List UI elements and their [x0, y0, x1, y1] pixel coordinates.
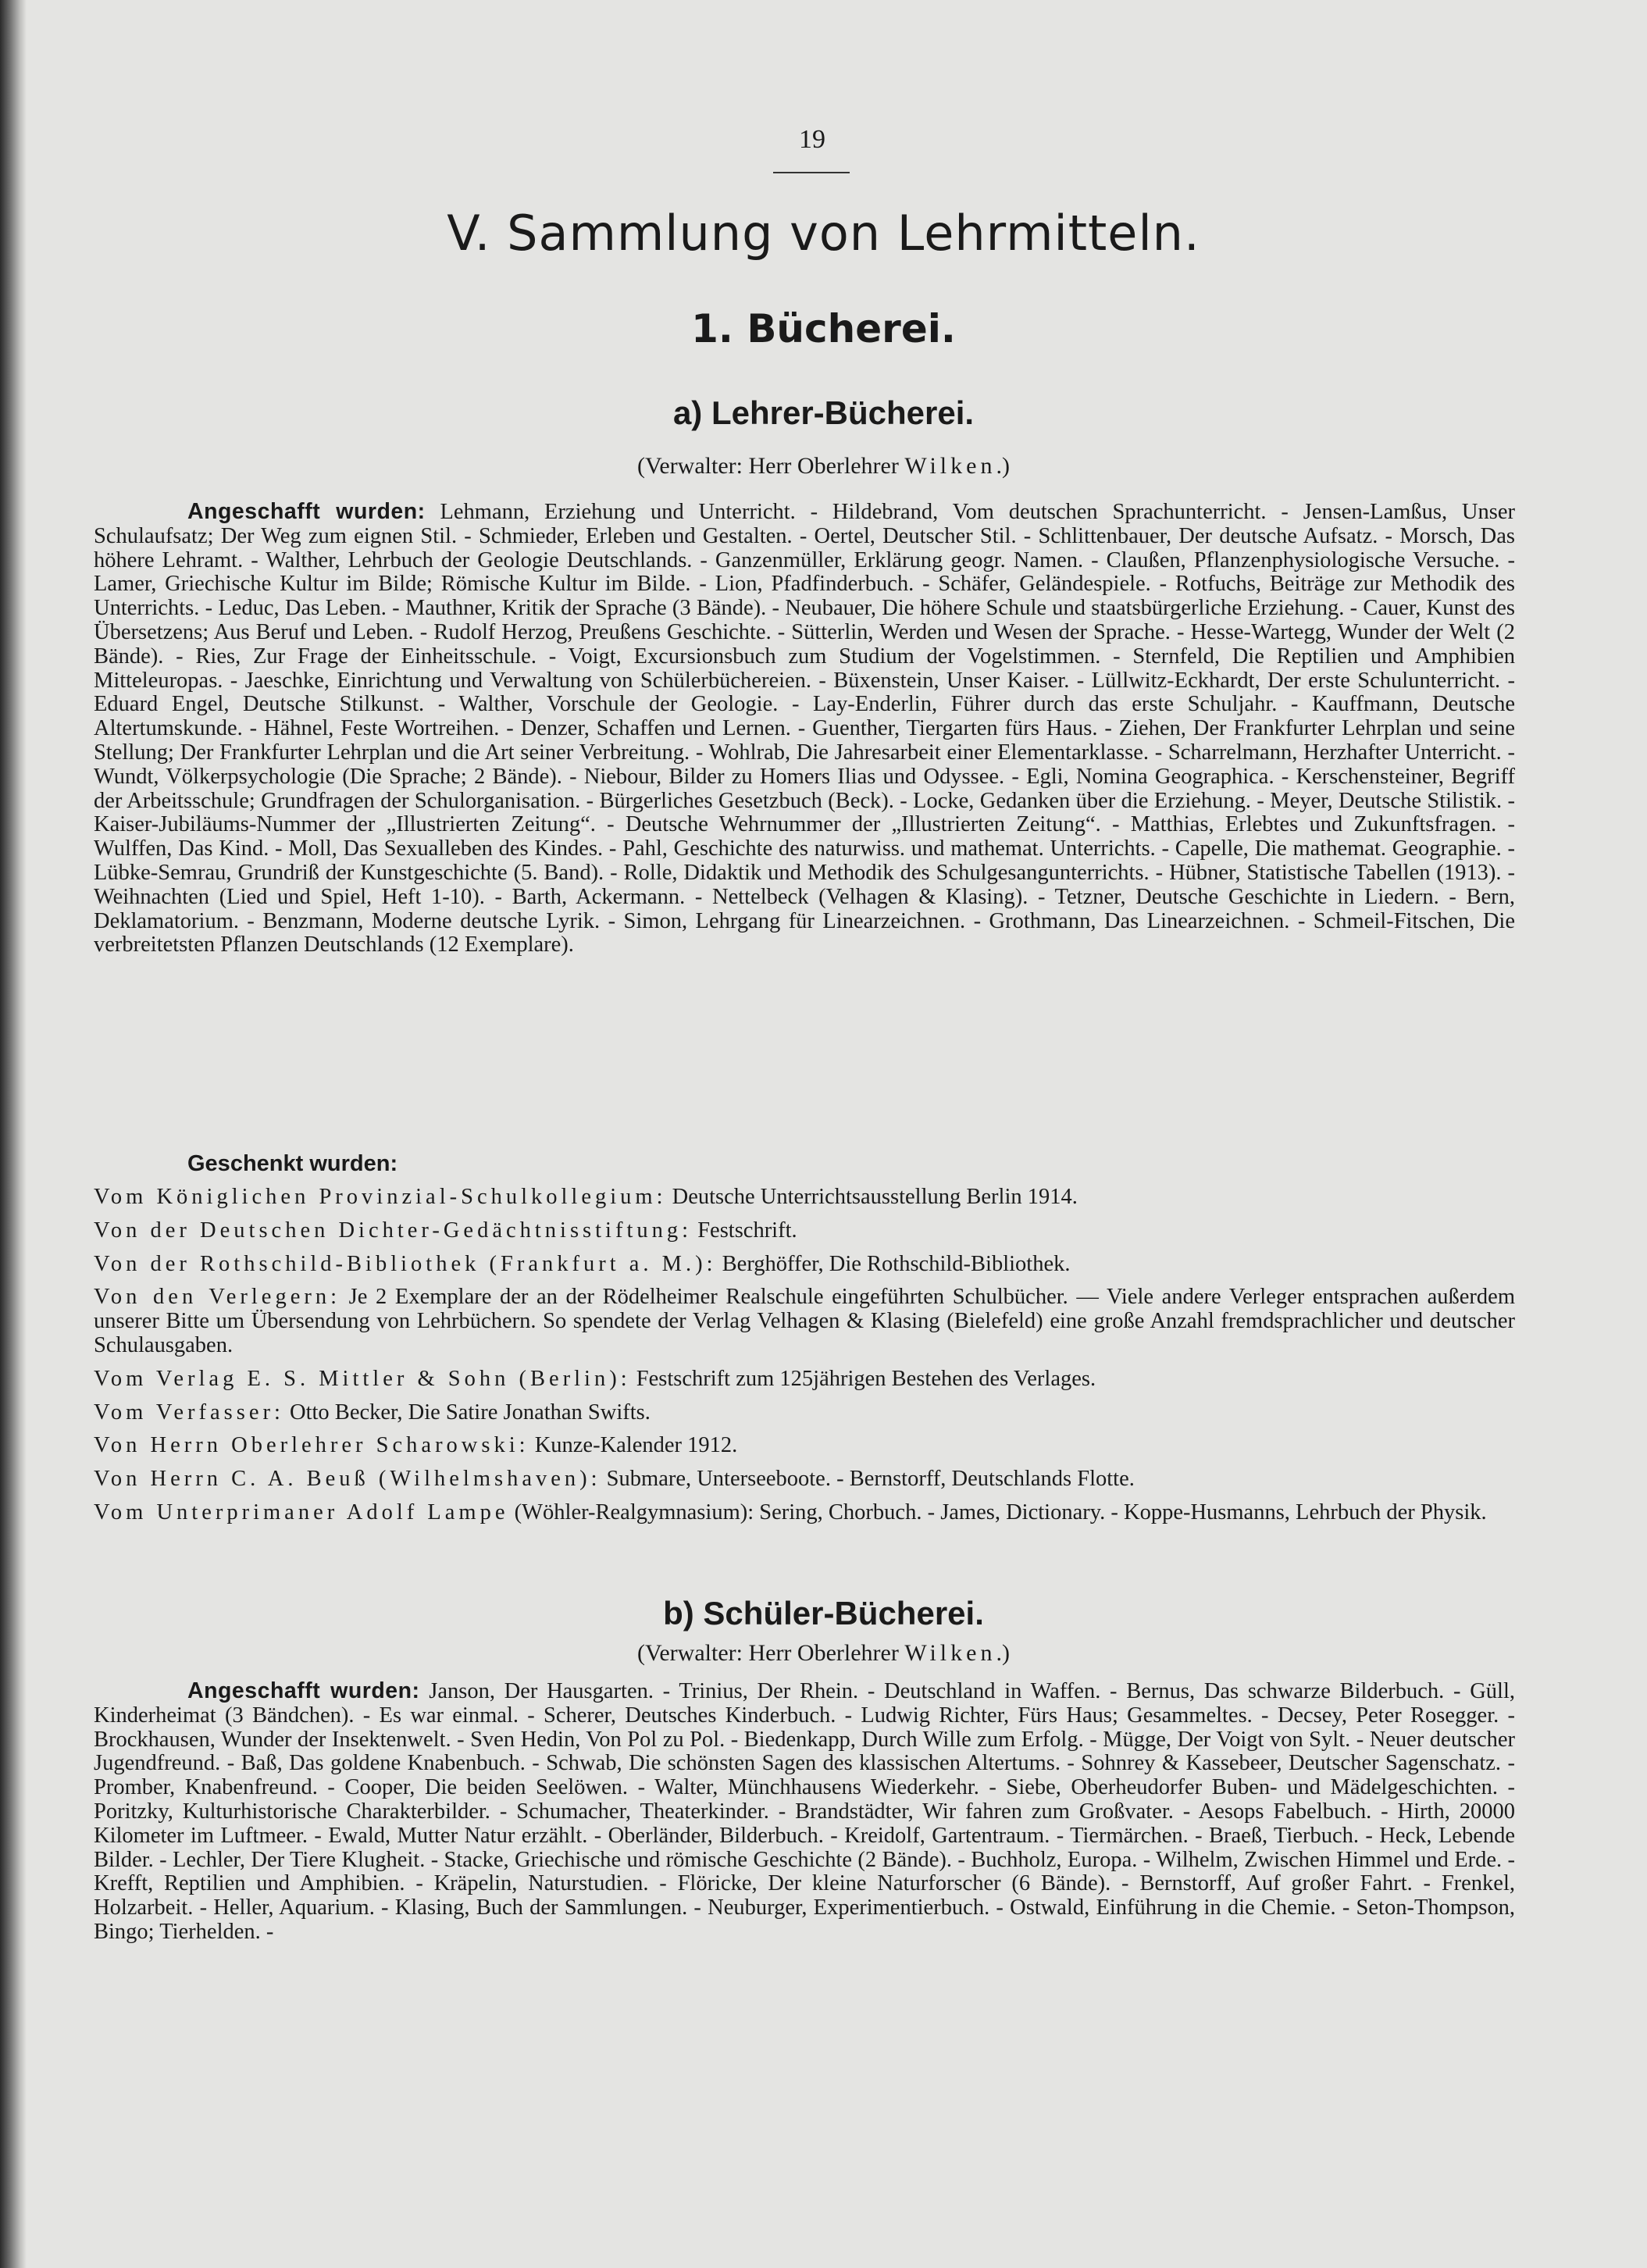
page-number: 19 — [799, 125, 825, 154]
donation-donor: Vom Königlichen Provinzial-Schulkollegium: — [94, 1185, 667, 1209]
donation-text: Deutsche Unterrichtsausstellung Berlin 1914. — [672, 1185, 1078, 1209]
donation-text: Festschrift. — [697, 1218, 797, 1243]
donation-item — [94, 1501, 1515, 1525]
donations-heading: Geschenkt wurden: — [187, 1151, 398, 1176]
donation-item — [94, 1467, 1515, 1492]
donation-donor: Vom Verlag E. S. Mittler & Sohn (Berlin): — [94, 1366, 631, 1391]
acquired-label: Angeschafft wurden: — [187, 499, 426, 524]
donation-text: Je 2 Exemplare der an der Rödelheimer Realschule eingeführten Schulbücher. — Viele andere Verleger entsprachen außerdem unserer Bitte um Übersendung von Lehrbüchern. So spendete der Verlag Velhagen & Klasing (Bielefeld) eine große Anzahl fremdsprachlicher und deutscher Schulausgaben. — [94, 1285, 1515, 1357]
donation-donor: Von der Rothschild-Bibliothek (Frankfurt a. M.): — [94, 1251, 717, 1276]
donation-item — [94, 1434, 1515, 1458]
donation-donor: Vom Verfasser: — [94, 1400, 284, 1425]
admin-prefix: (Verwalter: Herr Oberlehrer — [637, 453, 899, 479]
donation-donor: Von den Verlegern: — [94, 1285, 341, 1310]
donation-item — [94, 1186, 1515, 1210]
student-library-heading: b) Schüler-Bücherei. — [663, 1595, 984, 1631]
admin-suffix: .) — [996, 1640, 1010, 1666]
admin-suffix: .) — [996, 453, 1010, 479]
admin-name: Wilken — [904, 453, 996, 479]
donation-text: Kunze-Kalender 1912. — [534, 1433, 738, 1458]
chapter-title: V. Sammlung von Lehrmitteln. — [447, 205, 1200, 262]
donation-item — [94, 1219, 1515, 1243]
donation-donor: Von der Deutschen Dichter-Gedächtnisstiftung: — [94, 1218, 693, 1243]
acquired-text: Lehmann, Erziehung und Unterricht. - Hildebrand, Vom deutschen Sprachunterricht. - Jensen-Lamßus, Unser Schulaufsatz; Der Weg zum eignen Stil. - Schmieder, Erleben und Gestalten. - Oertel, Deutscher Stil. - Schlittenbauer, Der deutsche Aufsatz. - Morsch, Das höhere Lehramt. - Walther, Lehrbuch der Geologie Deutschlands. - Ganzenmüller, Erklärung geogr. Namen. - Claußen, Pflanzenphysiologische Versuche. - Lamer, Griechische Kultur im Bilde; Römische Kultur im Bilde. - Lion, Pfadfinderbuch. - Schäfer, Geländespiele. - Rotfuchs, Beiträge zur Methodik des Unterrichts. - Leduc, Das Leben. - Mauthner, Kritik der Sprache (3 Bände). - Neubauer, Die höhere Schule und staatsbürgerliche Erziehung. - Cauer, Kunst des Übersetzens; Aus Beruf und Leben. - Rudolf Herzog, Preußens Geschichte. - Sütterlin, Werden und Wesen der Sprache. - Hesse-Wartegg, Wunder der Welt (2 Bände). - Ries, Zur Frage der Einheitsschule. - Voigt, Excursionsbuch zum Studium der Vogelstimmen. - Sternfeld, Die Reptilien und Amphibien Mitteleuropas. - Jaeschke, Einrichtung und Verwaltung von Schülerbüchereien. - Büxenstein, Unser Kaiser. - Lüllwitz-Eckhardt, Der erste Schulunterricht. - Eduard Engel, Deutsche Stilkunst. - Walther, Vorschule der Geologie. - Lay-Enderlin, Führer durch das erste Schuljahr. - Kauffmann, Deutsche Altertumskunde. - Hähnel, Feste Wortreihen. - Denzer, Schaffen und Lernen. - Guenther, Tiergarten fürs Haus. - Ziehen, Der Frankfurter Lehrplan und seine Stellung; Der Frankfurter Lehrplan und die Art seiner Verbreitung. - Wohlrab, Die Jahresarbeit einer Elementarklasse. - Scharrelmann, Herzhafter Unterricht. - Wundt, Völkerpsychologie (Die Sprache; 2 Bände). - Niebour, Bilder zu Homers Ilias und Odyssee. - Egli, Nomina Geographica. - Kerschensteiner, Begriff der Arbeitsschule; Grundfragen der Schulorganisation. - Bürgerliches Gesetzbuch (Beck). - Locke, Gedanken über die Erziehung. - Meyer, Deutsche Stilistik. - Kaiser-Jubiläums-Nummer der „Illustrierten Zeitung“. - Deutsche Wehrnummer der „Illustrierten Zeitung“. - Matthias, Erlebtes und Zukunftsfragen. - Wulffen, Das Kind. - Moll, Das Sexualleben des Kindes. - Pahl, Geschichte des naturwiss. und mathemat. Unterrichts. - Capelle, Die mathemat. Geographie. - Lübke-Semrau, Grundriß der Kunstgeschichte (5. Band). - Rolle, Didaktik und Methodik des Schulgesangunterrichts. - Hübner, Statistische Tabellen (1913). - Weihnachten (Lied und Spiel, Heft 1-10). - Barth, Ackermann. - Nettelbeck (Velhagen & Klasing). - Tetzner, Deutsche Geschichte in Liedern. - Bern, Deklamatorium. - Benzmann, Moderne deutsche Lyrik. - Simon, Lehrgang für Linearzeichnen. - Grothmann, Das Linearzeichnen. - Schmeil-Fitschen, Die verbreitetsten Pflanzen Deutschlands (12 Exemplare). — [94, 500, 1515, 957]
page-number-rule — [773, 172, 850, 173]
donation-item — [94, 1401, 1515, 1425]
donation-text: Festschrift zum 125jährigen Bestehen des Verlages. — [636, 1366, 1096, 1391]
donation-text: Otto Becker, Die Satire Jonathan Swifts. — [290, 1400, 651, 1425]
student-library-administrator — [0, 1640, 1647, 1667]
donation-item — [94, 1368, 1515, 1392]
donation-item — [94, 1253, 1515, 1277]
teacher-library-acquisitions — [94, 500, 1515, 957]
admin-name: Wilken — [904, 1640, 996, 1666]
donation-text: Berghöffer, Die Rothschild-Bibliothek. — [722, 1251, 1071, 1276]
donation-donor: Von Herrn C. A. Beuß (Wilhelmshaven): — [94, 1467, 601, 1492]
acquired-label: Angeschafft wurden: — [187, 1678, 420, 1703]
admin-prefix: (Verwalter: Herr Oberlehrer — [637, 1640, 899, 1666]
donations-list — [94, 1186, 1515, 1535]
donation-donor: Vom Unterprimaner Adolf Lampe — [94, 1500, 509, 1524]
teacher-library-heading: a) Lehrer-Bücherei. — [672, 394, 975, 431]
teacher-library-administrator — [0, 453, 1647, 480]
student-library-acquisitions — [94, 1679, 1515, 1945]
donation-text: Submare, Unterseeboote. - Bernstorff, Deutschlands Flotte. — [606, 1467, 1135, 1492]
donation-donor: Von Herrn Oberlehrer Scharowski: — [94, 1433, 529, 1458]
section-title: 1. Bücherei. — [691, 306, 956, 351]
donation-text: (Wöhler-Realgymnasium): Sering, Chorbuch. - James, Dictionary. - Koppe-Husmanns, Lehrbuch der Physik. — [514, 1500, 1487, 1524]
acquired-text: Janson, Der Hausgarten. - Trinius, Der Rhein. - Deutschland in Waffen. - Bernus, Das schwarze Bilderbuch. - Güll, Kinderheimat (3 Bändchen). - Es war einmal. - Scherer, Deutsches Kinderbuch. - Ludwig Richter, Fürs Haus; Gesammeltes. - Decsey, Peter Rosegger. - Brockhausen, Wunder der Insektenwelt. - Sven Hedin, Von Pol zu Pol. - Biedenkapp, Durch Wille zum Erfolg. - Mügge, Der Voigt von Sylt. - Neuer deutscher Jugendfreund. - Baß, Das goldene Knabenbuch. - Schwab, Die schönsten Sagen des klassischen Altertums. - Sohnrey & Kassebeer, Deutscher Sagenschatz. - Promber, Knabenfreund. - Cooper, Die beiden Seelöwen. - Walter, Münchhausens Wiederkehr. - Siebe, Oberheudorfer Buben- und Mädelgeschichten. - Poritzky, Kulturhistorische Charakterbilder. - Schumacher, Theaterkinder. - Brandstädter, Wir fahren zum Großvater. - Aesops Fabelbuch. - Hirth, 20000 Kilometer im Luftmeer. - Ewald, Mutter Natur erzählt. - Oberländer, Bilderbuch. - Kreidolf, Gartentraum. - Tiermärchen. - Braeß, Tierbuch. - Heck, Lebende Bilder. - Lechler, Der Tiere Klugheit. - Stacke, Griechische und römische Geschichte (2 Bände). - Buchholz, Europa. - Wilhelm, Zwischen Himmel und Erde. - Krefft, Reptilien und Amphibien. - Kräpelin, Naturstudien. - Flöricke, Der kleine Naturforscher (6 Bände). - Bernstorff, Auf großer Fahrt. - Frenkel, Holzarbeit. - Heller, Aquarium. - Klasing, Buch der Sammlungen. - Neuburger, Experimentierbuch. - Ostwald, Einführung in die Chemie. - Seton-Thompson, Bingo; Tierhelden. - — [94, 1679, 1515, 1944]
donation-item — [94, 1286, 1515, 1357]
